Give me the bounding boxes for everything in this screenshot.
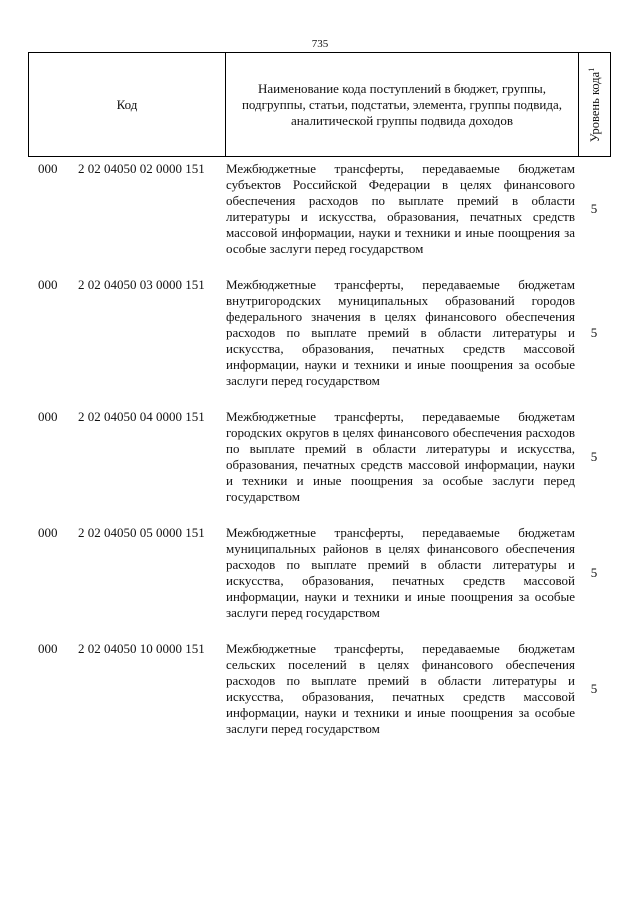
header-code-cell (29, 53, 226, 156)
revenue-name: Межбюджетные трансферты, передаваемые бюджетам городских округов в целях финансового обеспечения расходов по выплате премий в области литературы и искусства, образования, печатных средств массовой информации, науки и техники и иные поощрения за особые заслуги перед государством (226, 409, 575, 504)
admin-code: 000 (38, 525, 58, 540)
revenue-code: 2 02 04050 10 0000 151 (78, 641, 205, 656)
header-name-label: Наименование кода поступлений в бюджет, группы, подгруппы, статьи, подстатьи, элемента, группы подвида, аналитической группы подвида доходов (241, 80, 563, 128)
code-level: 5 (590, 681, 598, 696)
header-level-footnote: 1 (586, 67, 596, 72)
admin-code: 000 (38, 277, 58, 292)
code-level: 5 (590, 565, 598, 580)
table-row (28, 277, 611, 389)
table-row (28, 641, 611, 737)
table-header (28, 52, 611, 157)
page-number: 735 (311, 38, 329, 50)
table-row (28, 525, 611, 621)
code-level: 5 (590, 449, 598, 464)
admin-code: 000 (38, 161, 58, 176)
header-level-cell (579, 53, 610, 156)
code-level: 5 (590, 201, 598, 216)
header-level-label: Уровень кода (587, 71, 602, 142)
revenue-name: Межбюджетные трансферты, передаваемые бюджетам муниципальных районов в целях финансового обеспечения расходов по выплате премий в области литературы и искусства, образования, печатных средств массовой информации, науки и техники и иные поощрения за особые заслуги перед государством (226, 525, 575, 620)
revenue-name: Межбюджетные трансферты, передаваемые бюджетам внутригородских муниципальных образований городов федерального значения в целях финансового обеспечения расходов по выплате премий в области литературы и искусства, образования, печатных средств массовой информации, науки и техники и иные поощрения за особые заслуги перед государством (226, 277, 575, 388)
code-level: 5 (590, 325, 598, 340)
header-level-text (586, 67, 602, 141)
table-body (28, 161, 611, 737)
header-code-label: Код (116, 96, 138, 112)
revenue-code: 2 02 04050 02 0000 151 (78, 161, 205, 176)
table-row (28, 161, 611, 257)
revenue-name: Межбюджетные трансферты, передаваемые бюджетам сельских поселений в целях финансового обеспечения расходов по выплате премий в области литературы и искусства, образования, печатных средств массовой информации, науки и техники и иные поощрения за особые заслуги перед государством (226, 641, 575, 736)
admin-code: 000 (38, 409, 58, 424)
revenue-name: Межбюджетные трансферты, передаваемые бюджетам субъектов Российской Федерации в целях финансового обеспечения расходов по выплате премий в области литературы и искусства, образования, печатных средств массовой информации, науки и техники и иные поощрения за особые заслуги перед государством (226, 161, 575, 256)
revenue-code: 2 02 04050 03 0000 151 (78, 277, 205, 292)
header-name-cell (226, 53, 579, 156)
admin-code: 000 (38, 641, 58, 656)
revenue-code: 2 02 04050 04 0000 151 (78, 409, 205, 424)
table-row (28, 409, 611, 505)
revenue-code: 2 02 04050 05 0000 151 (78, 525, 205, 540)
